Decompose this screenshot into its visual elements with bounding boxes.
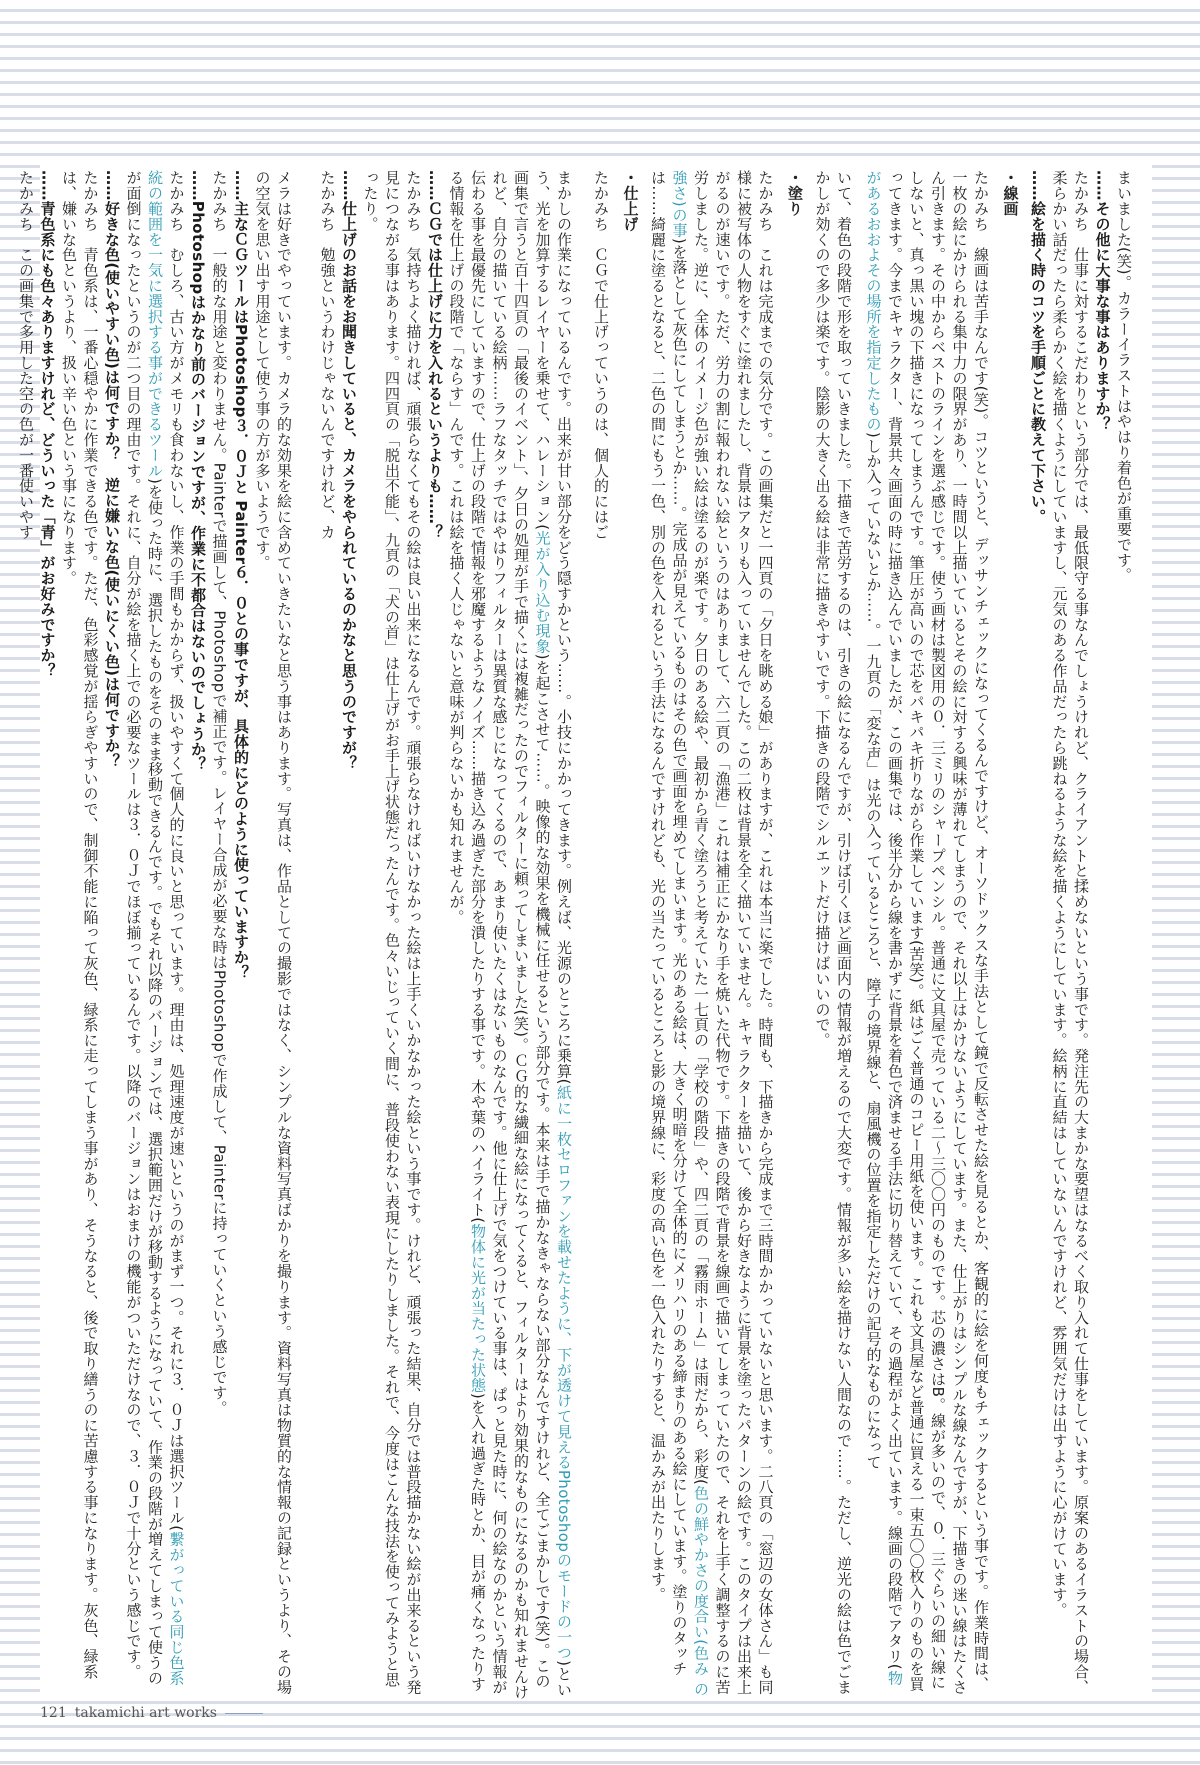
body-text: たかみち 仕事に対するこだわりという部分では、最低限守る事なんでしょうけれど、クライアントと揉めないという事です。発注先の大まかな要望はなるべく取り入れて仕事をしています。原案のあるイラストの場合、柔らかい話だったら柔らかく絵を描くようにしていますし、元気のある作品だったら跳ねるような絵を描くようにしています。絵柄に直結はしていないんですけれど、雰囲気だけは出すように心がけています。 — [1050, 170, 1090, 1695]
text-column-2 — [592, 170, 854, 1700]
answer-paragraph — [58, 170, 101, 1700]
book-title: takamichi art works — [74, 1705, 217, 1721]
section-heading: ・線画 — [1001, 170, 1020, 217]
text-panel — [17, 160, 1152, 1700]
text-column-1 — [864, 170, 1134, 1700]
interview-question: ……好きな色(使いやすい色)は何ですか？ 逆に嫌いな色(使いにくい色)は何ですか？ — [103, 170, 121, 769]
body-text: )しか入っていないとか……。一九頁の「変な声」は光の入っているところと、障子の境界線と、扇風機の位置を指定しただけの記号的なものになって — [864, 431, 883, 1470]
answer-paragraph — [1113, 170, 1135, 1700]
answer-paragraph — [862, 170, 991, 1700]
body-text: )という、光を加算するレイヤーを乗せて、ハレーション( — [533, 170, 573, 1698]
answer-paragraph — [251, 170, 294, 1700]
interview-question: ……ＣＧでは仕上げに力を入れるというよりも……？ — [426, 170, 444, 540]
answer-paragraph — [359, 170, 424, 1700]
body-text: )を使った時に、選択したものをそのまま移動できるんです。でもそれ以降のバージョンでは、選択範囲だけが移動するようになっていて、作業の段階が増えてしまって使うのが面倒になったというのが二つ目の理由です。それに、自分が絵を描く上での必要なツールは３．０Ｊでほぼ揃っているんです。以降のバージョンはおまけの機能がついただけなので、３．０Ｊで十分という感じです。 — [124, 170, 164, 1686]
glossary-note: 物体に光が当たった状態 — [469, 1223, 487, 1393]
body-text: たかみち この画集で多用した空の色が一番使いやす — [17, 170, 35, 540]
body-text: たかみち 線画は苦手なんです(笑)。コツというと、デッサンチェックになってくるんですけど、オーソドックスな手法として鏡で反転させた絵を見るとか、客観的に絵を何度もチェックするという事です。作業時間は、一枚の絵にかけられる集中力の限界があり、一時間以上描いているとその絵に対する興味が薄れてしまうので、それ以上はかけないようにしています。また、仕上がりはシンプルな線なんですが、下描きの迷い線はたくさん引きます。その中からベストのラインを選ぶ感じです。使う画材は製図用の０．三ミリのシャープペンシル。普通に文具屋で売っている二〜三〇〇円のものです。芯の濃さはB。線が多いので、０．三ぐらいの細い線にしないと、真っ黒い塊の下描きになってしまうんです。筆圧が高いので芯をパキパキ折りながら作業しています(苦笑)。紙はごく普通のコピー用紙を使います。これも文具屋など普通に買える一束五〇〇枚入りのものを買ってきます。今までキャラクター、背景共々画面の時に描き込んでいましたが、この画集では、後半分から線を書かずに背景を着色で済ませる手法に切り替えていて、その過程がよく出ています。線画の段階でアタリ( — [886, 170, 990, 1695]
glossary-note: 繋がっている同じ色系統の範囲を一気に選択する事ができるツール — [146, 170, 186, 1686]
section-heading: ・塗り — [786, 170, 804, 217]
interview-question: ……Photoshopはかなり前のバージョンですが、作業に不都合はないのでしょうか？ — [189, 170, 207, 772]
answer-paragraph — [1048, 170, 1091, 1700]
body-text: )を入れ過ぎた時とか、目が痛くなったりする情報を仕上げの段階で「ならす」んです。これは絵を描く人じゃないと意味が判らないかも知れませんが。 — [447, 170, 487, 1692]
body-text: たかみち 一般的な用途と変わりません。Painterで描画して、Photoshopで補正です。レイヤー合成が必要な時はPhotoshopで作成して、Painterに持っていくという感じです。 — [210, 170, 229, 1416]
body-text: たかみち ＣＧで仕上げっていうのは、個人的にはご — [592, 170, 610, 540]
body-text: まいました(笑)。カラーイラストはやはり着色が重要です。 — [1115, 170, 1133, 583]
interview-question: ……絵を描く時のコツを手順ごとに教えて下さい。 — [1029, 170, 1047, 525]
glossary-note: 光が入り込む現象 — [533, 530, 552, 654]
body-text: たかみち 気持ちよく描ければ、頑張らなくてもその絵は良い出来になるんです。頑張らなければいけなかった絵は上手くいかなかった絵という事です。けれど、頑張った結果、自分では普段描かない絵が出来るという発見につながる事はあります。四四頁の「脱出不能」、九頁の「犬の首」は仕上げがお手上げ状態だったんです。色々いじっていく間に、普段使わない表現にしたりしました。それで、今度はこんな技法を使ってみようと思ったり。 — [361, 170, 423, 1695]
answer-paragraph — [122, 170, 187, 1700]
footer-rule — [225, 1713, 263, 1714]
answer-paragraph — [811, 170, 854, 1700]
body-text: まかしの作業になっているんです。出来が甘い部分をどう隠すかという……。小技にかかってきます。例えば、光源のところに乗算( — [555, 170, 573, 1085]
body-text: たかみち これは完成までの気分です。この画集だと一四頁の「夕日を眺める娘」がありますが、これは本当に楽でした。時間も、下描きから完成まで三時間かかっていないと思います。二八頁の「窓辺の女体さん」も同様に被写体の人物をすぐに塗れましたし、背景はアタリも入っていませんでした。この二枚は背景を全く描いていません。キャラクターを描いて、後から好きなように背景を塗ったパターンの絵です。このタイプは出来上がるのが速いです。ただ、労力の割に報われない絵というのはありまして、六二頁の「漁港」これは補正にかなり手を焼いた代物です。下描きの段階で背景を線画で描いてしまっていたので、それを上手く調整するのに苦労しました。逆に、全体のイメージ色が強い絵は塗るのが楽です。夕日のある絵や、最初から青く塗ろうと考えていた一七頁の「学校の階段」や、四二頁の「霧雨ホーム」は雨だから、彩度( — [692, 170, 775, 1695]
body-text: たかみち むしろ、古い方がメモリも食わないし、作業の手間もかからず、扱いやすくて個人的に良いと思っています。理由は、処理速度が速いというのがまず一つ。それに３．０Ｊは選択ツール( — [167, 170, 186, 1532]
answer-paragraph — [590, 170, 612, 1700]
answer-paragraph — [445, 170, 574, 1700]
interview-question: ……仕上げのお話をお聞きしていると、カメラをやられているのかなと思うのですが？ — [340, 170, 358, 771]
body-text: )を起こさせて……。映像的な効果を機械に任せるという部分です。本来は手で描かなきゃならない部分なんですけれど、全てごまかしです(笑)。この画集で言うと百十四頁の「最後のイベント」、夕日の処理が手で描くには複雑だったのでフィルターに頼ってしまいました(笑)。ＣＧ的な繊細な絵になってくると、フィルターはより効果的なものになるのかも知れませんけれど、自分の描いている絵柄……ラフなタッチではやはりフィルターは異質な感じになってくるので、あまり使いたくはないものなんです。他に仕上げで気をつけている事は、ぱっと見た時に、何の絵なのかという情報が伝わる事を最優先にしていますので、仕上げの段階で情報を邪魔するようなノイズ……描き込み過ぎた部分を潰したりする事です。木や葉のハイライト( — [469, 170, 552, 1700]
glossary-note: 紙に一枚セロファンを載せたように、下が透けて見えるPhotoshopのモードの一つ — [555, 1084, 573, 1661]
text-column-4 — [17, 170, 294, 1700]
interview-question: ……青色系にも色々ありますけれど、どういった「青」がお好みですか？ — [38, 170, 57, 679]
interview-question: ……その他に大事な事はありますか？ — [1093, 170, 1112, 432]
answer-paragraph — [647, 170, 776, 1700]
answer-paragraph — [316, 170, 338, 1700]
body-text: )を落として灰色にしてしまうとか……。完成品が見えているものはその色で画面を埋めてしまいます。光のある絵は、大きく明暗を分けて全体的にメリハリのある締まりのある絵にしています。塗りのタッチは……綺麗に塗るとなると、二色の間にもう一色、別の色を入れるという手法になるんですけれども、光の当たっているところと影の境界線に、彩度の高い色を一色入れたりすると、温かみが出たりします。 — [649, 170, 689, 1677]
body-text: いて、着色の段階で形を取っていきました。下描きで苦労するのは、引きの絵になるんですが、引けば引くほど画面内の情報が増えるので大変です。情報が多い絵を描けない人間なので……。ただし、逆光の絵は色でごまかしが効くので多少は楽です。陰影の大きく出る絵は非常に描きやすいです。下描きの段階でシルエットだけ描けばいいので。 — [813, 170, 853, 1695]
page-number: 121 — [40, 1705, 67, 1721]
section-heading: ・仕上げ — [621, 170, 640, 232]
glossary-note: 色の鮮やかさの度合い(色み の強さ)の事 — [670, 170, 710, 1697]
answer-paragraph — [15, 170, 37, 1700]
glossary-note: 物があるおおよその場所を指定したもの — [864, 170, 904, 1686]
interview-question: ……主なＣＧツールはPhotoshop３．０Ｊと Painter６．０との事ですが、具体的にどのように使っていますか？ — [232, 170, 250, 981]
body-text: たかみち 青色系は、一番心穏やかに作業できる色です。ただ、色彩感覚が揺らぎやすいので、制御不能に陥って灰色、緑系に走ってしまう事があり、そうなると、後で取り繕うのに苦慮する事になります。灰色、緑系は、嫌いな色というより、扱い辛い色という事になります。 — [60, 170, 100, 1680]
body-text: メラは好きでやっています。カメラ的な効果を絵に含めていきたいなと思う事はあります。写真は、作品としての撮影ではなく、シンプルな資料写真ばかりを撮ります。資料写真は物質的な情報の記録というより、その場の空気を思い出す用途として使う事の方が多いようです。 — [253, 170, 293, 1695]
page-footer — [40, 1705, 263, 1721]
body-text: たかみち 勉強というわけじゃないんですけれど、カ — [318, 170, 337, 540]
text-column-3 — [312, 170, 574, 1700]
answer-paragraph — [208, 170, 230, 1700]
